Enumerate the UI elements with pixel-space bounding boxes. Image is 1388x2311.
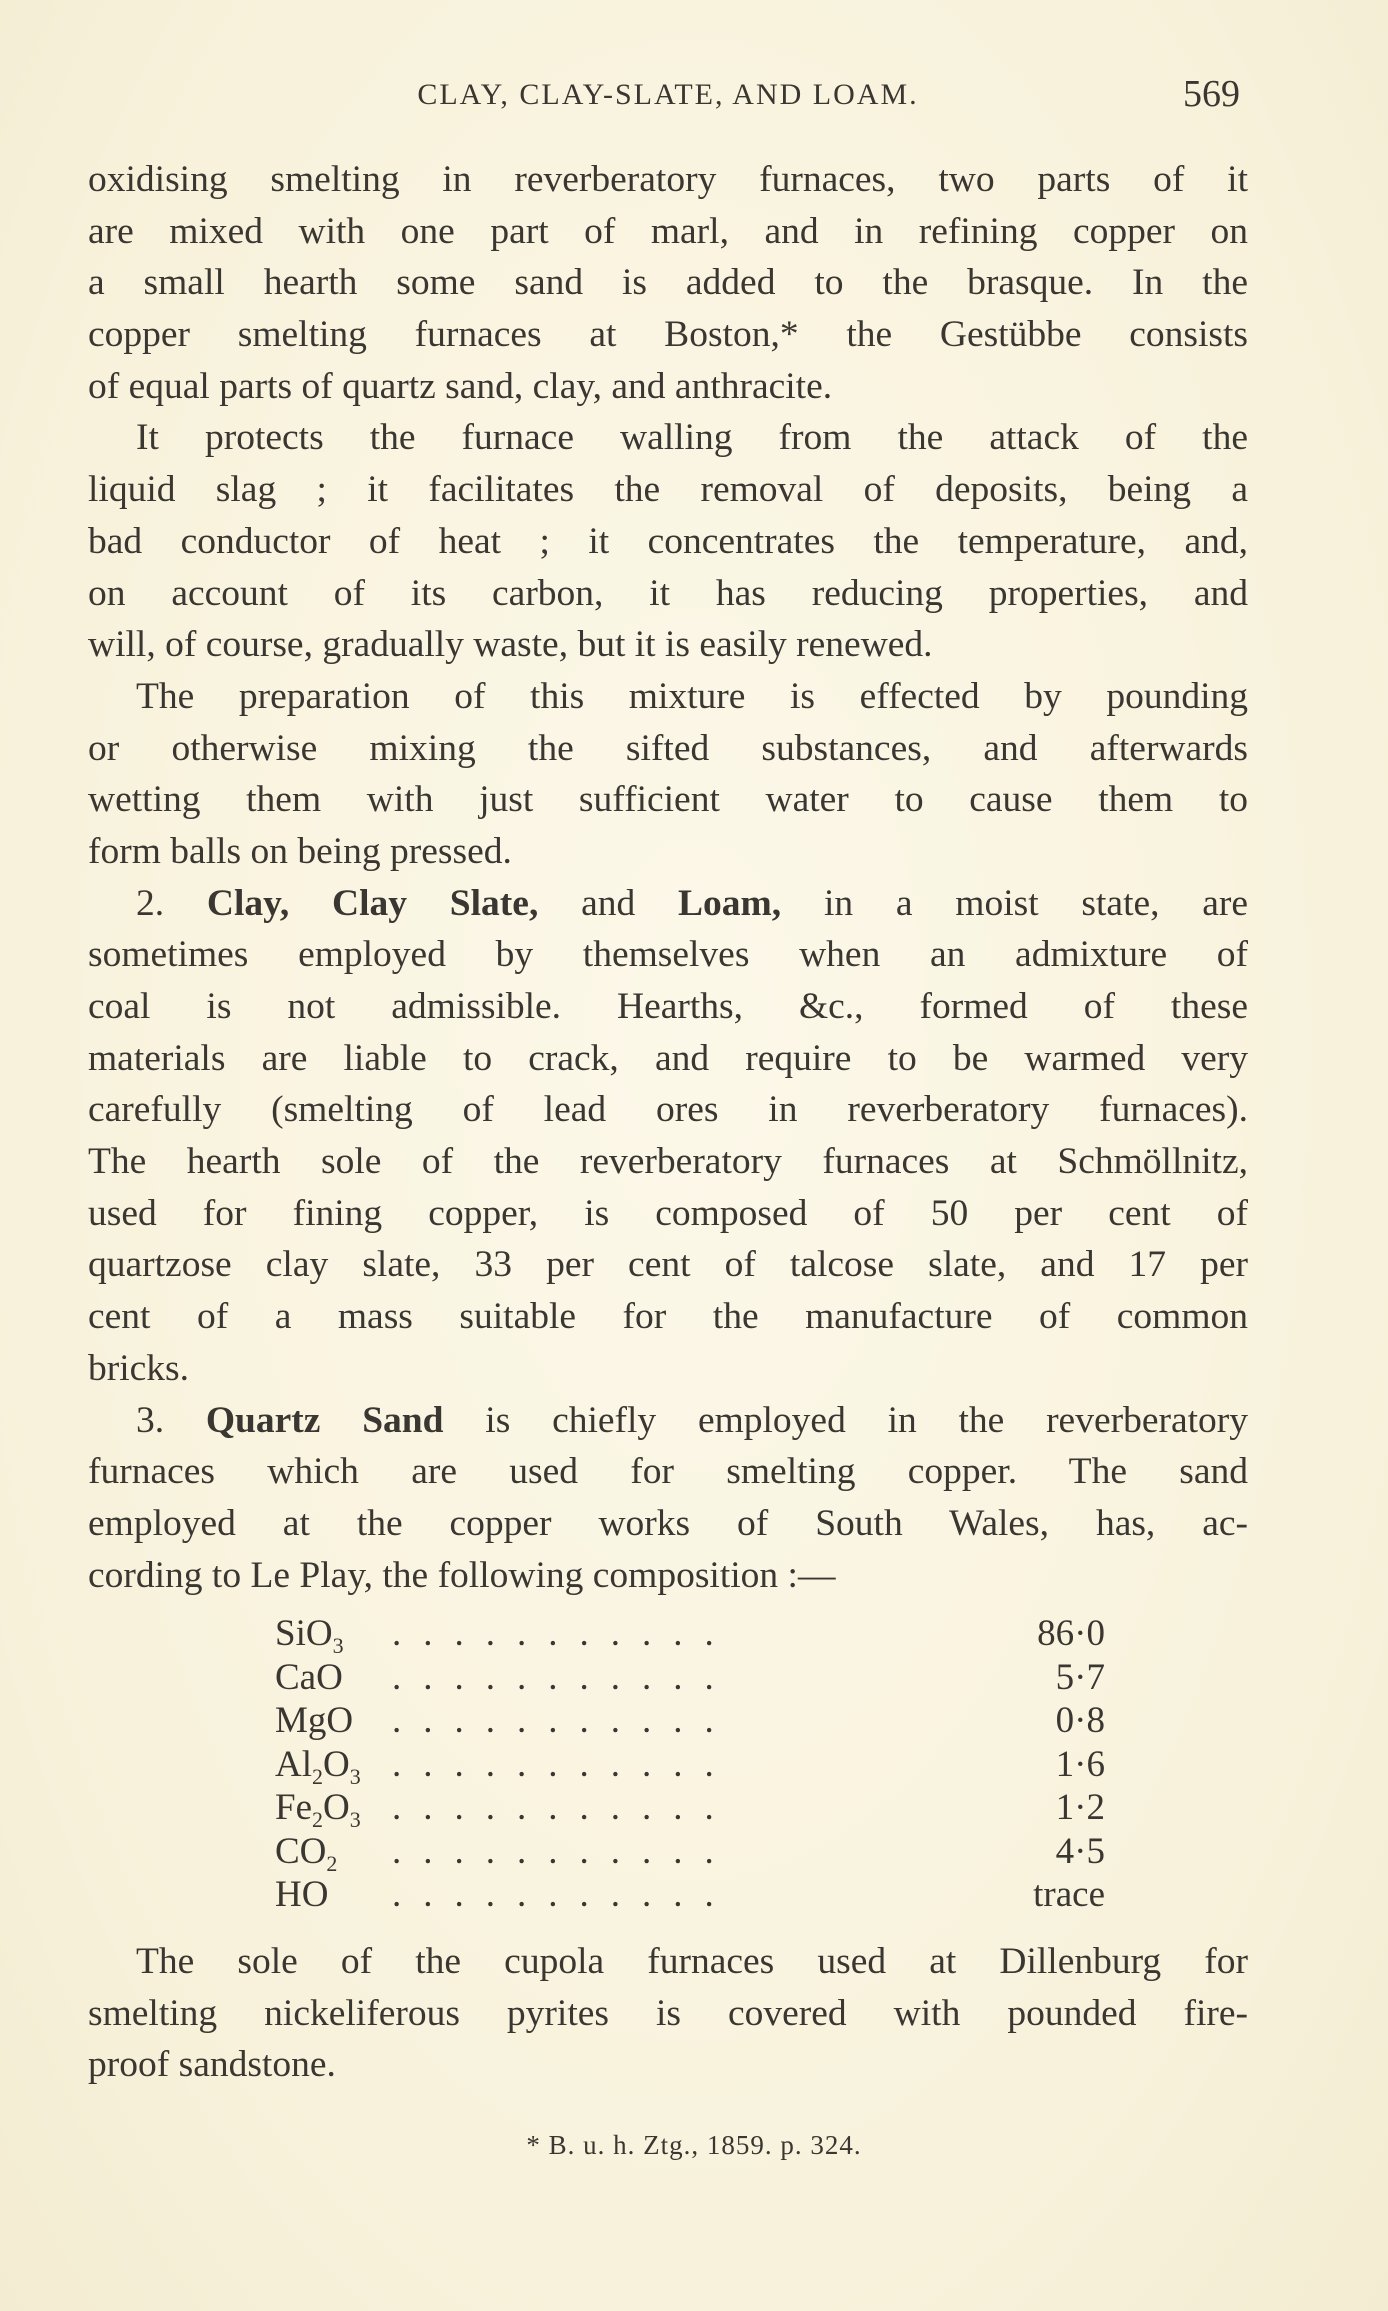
section-quartz-sand [88, 1395, 1248, 1602]
value: 1·6 [1055, 1743, 1105, 1785]
heading-conjunction: and [581, 882, 636, 924]
formula: $Al_2O_3$ [275, 1743, 361, 1789]
text-line: bad conductor of heat ; it concentrates the temperature, and, [88, 520, 1248, 562]
value: 0·8 [1055, 1700, 1105, 1741]
heading-term: Loam, [678, 882, 782, 924]
section-number: 3. [136, 1399, 165, 1441]
heading-term: Clay [332, 882, 407, 924]
text-line: oxidising smelting in reverberatory furnaces, two parts of it [88, 159, 1248, 200]
section-number: 2. [136, 882, 165, 924]
dot-leader: ........... [392, 1700, 736, 1741]
dot-leader: ........... [392, 1656, 736, 1698]
text-line: materials are liable to crack, and require to be warmed very [88, 1037, 1248, 1079]
body-text [88, 154, 1248, 1601]
text-line: bricks. [88, 1347, 190, 1389]
text-line: employed at the copper works of South Wales, has, ac- [88, 1502, 1248, 1544]
table-row [275, 1873, 1105, 1917]
value: trace [1033, 1874, 1105, 1915]
text-line: a small hearth some sand is added to the brasque. In the [88, 262, 1248, 304]
text-line: cording to Le Play, the following composition :— [88, 1554, 836, 1596]
formula: CaO [275, 1656, 343, 1698]
running-title: CLAY, CLAY-SLATE, AND LOAM. [417, 78, 919, 111]
section-heading-line [88, 1395, 1248, 1447]
text-line: It protects the furnace walling from the attack of the [136, 417, 1248, 459]
dot-leader: ........... [392, 1830, 736, 1872]
text-line: copper smelting furnaces at Boston,* the Gestübbe consists [88, 314, 1248, 356]
text-line: wetting them with just sufficient water to cause them to [88, 779, 1248, 821]
text-line: smelting nickeliferous pyrites is covered with pounded fire- [88, 1992, 1248, 2034]
dot-leader: ........... [392, 1613, 736, 1654]
formula: SiO$_3$ [275, 1613, 344, 1658]
table-row [275, 1830, 1105, 1874]
paragraph-preparation [88, 671, 1248, 878]
composition-table [275, 1612, 1105, 1917]
heading-term: Clay, [206, 882, 290, 924]
text-line: carefully (smelting of lead ores in reverberatory furnaces). [88, 1089, 1248, 1131]
text-line: The hearth sole of the reverberatory furnaces at Schmöllnitz, [88, 1141, 1248, 1183]
dot-leader: ........... [392, 1743, 736, 1785]
table-row [275, 1612, 1105, 1656]
formula: MgO [275, 1700, 354, 1741]
text-line: quartzose clay slate, 33 per cent of talcose slate, and 17 per [88, 1244, 1248, 1286]
table-row [275, 1699, 1105, 1743]
table-row [275, 1743, 1105, 1787]
heading-rest: in a moist state, are [823, 882, 1249, 924]
formula: $CO_2$ [275, 1830, 338, 1876]
text-line: furnaces which are used for smelting copper. The sand [88, 1451, 1248, 1493]
heading-term: Slate, [449, 882, 539, 924]
dot-leader: ........... [392, 1787, 736, 1828]
value: 4·5 [1055, 1830, 1105, 1872]
text-line: The preparation of this mixture is effected by pounding [136, 675, 1248, 717]
running-head [88, 72, 1248, 122]
heading-rest: is chiefly employed in the reverberatory [485, 1399, 1249, 1441]
formula: $Fe_2O_3$ [275, 1787, 361, 1832]
text-line: proof sandstone. [88, 2044, 336, 2086]
dot-leader: ........... [392, 1874, 736, 1915]
value: 5·7 [1055, 1656, 1105, 1698]
text-line: cent of a mass suitable for the manufacture of common [88, 1296, 1248, 1338]
text-line: are mixed with one part of marl, and in refining copper on [88, 210, 1248, 252]
text-line: coal is not admissible. Hearths, &c., formed of these [88, 986, 1248, 1027]
text-line: of equal parts of quartz sand, clay, and anthracite. [88, 365, 833, 407]
heading-term: Quartz Sand [205, 1399, 444, 1441]
text-line: sometimes employed by themselves when an admixture of [88, 934, 1248, 976]
text-line: liquid slag ; it facilitates the removal of deposits, being a [88, 469, 1248, 511]
paragraph-protection [88, 412, 1248, 670]
text-line: used for fining copper, is composed of 50 per cent of [88, 1192, 1248, 1234]
section-heading-line [88, 878, 1248, 930]
text-line: form balls on being pressed. [88, 830, 512, 872]
paragraph-dillenburg [88, 1936, 1248, 2091]
table-row [275, 1786, 1105, 1830]
text-line: on account of its carbon, it has reducing properties, and [88, 572, 1248, 614]
section-clay-slate-loam [88, 878, 1248, 1395]
page-number: 569 [1183, 73, 1240, 115]
text-line: The sole of the cupola furnaces used at Dillenburg for [136, 1941, 1248, 1982]
table-row [275, 1656, 1105, 1700]
footnote: * B. u. h. Ztg., 1859. p. 324. [526, 2130, 862, 2160]
text-line: or otherwise mixing the sifted substances, and afterwards [88, 727, 1248, 769]
value: 86·0 [1037, 1613, 1105, 1654]
paragraph-continuation [88, 154, 1248, 412]
text-line: will, of course, gradually waste, but it is easily renewed. [88, 624, 933, 666]
formula: HO [275, 1874, 329, 1915]
value: 1·2 [1055, 1787, 1105, 1828]
